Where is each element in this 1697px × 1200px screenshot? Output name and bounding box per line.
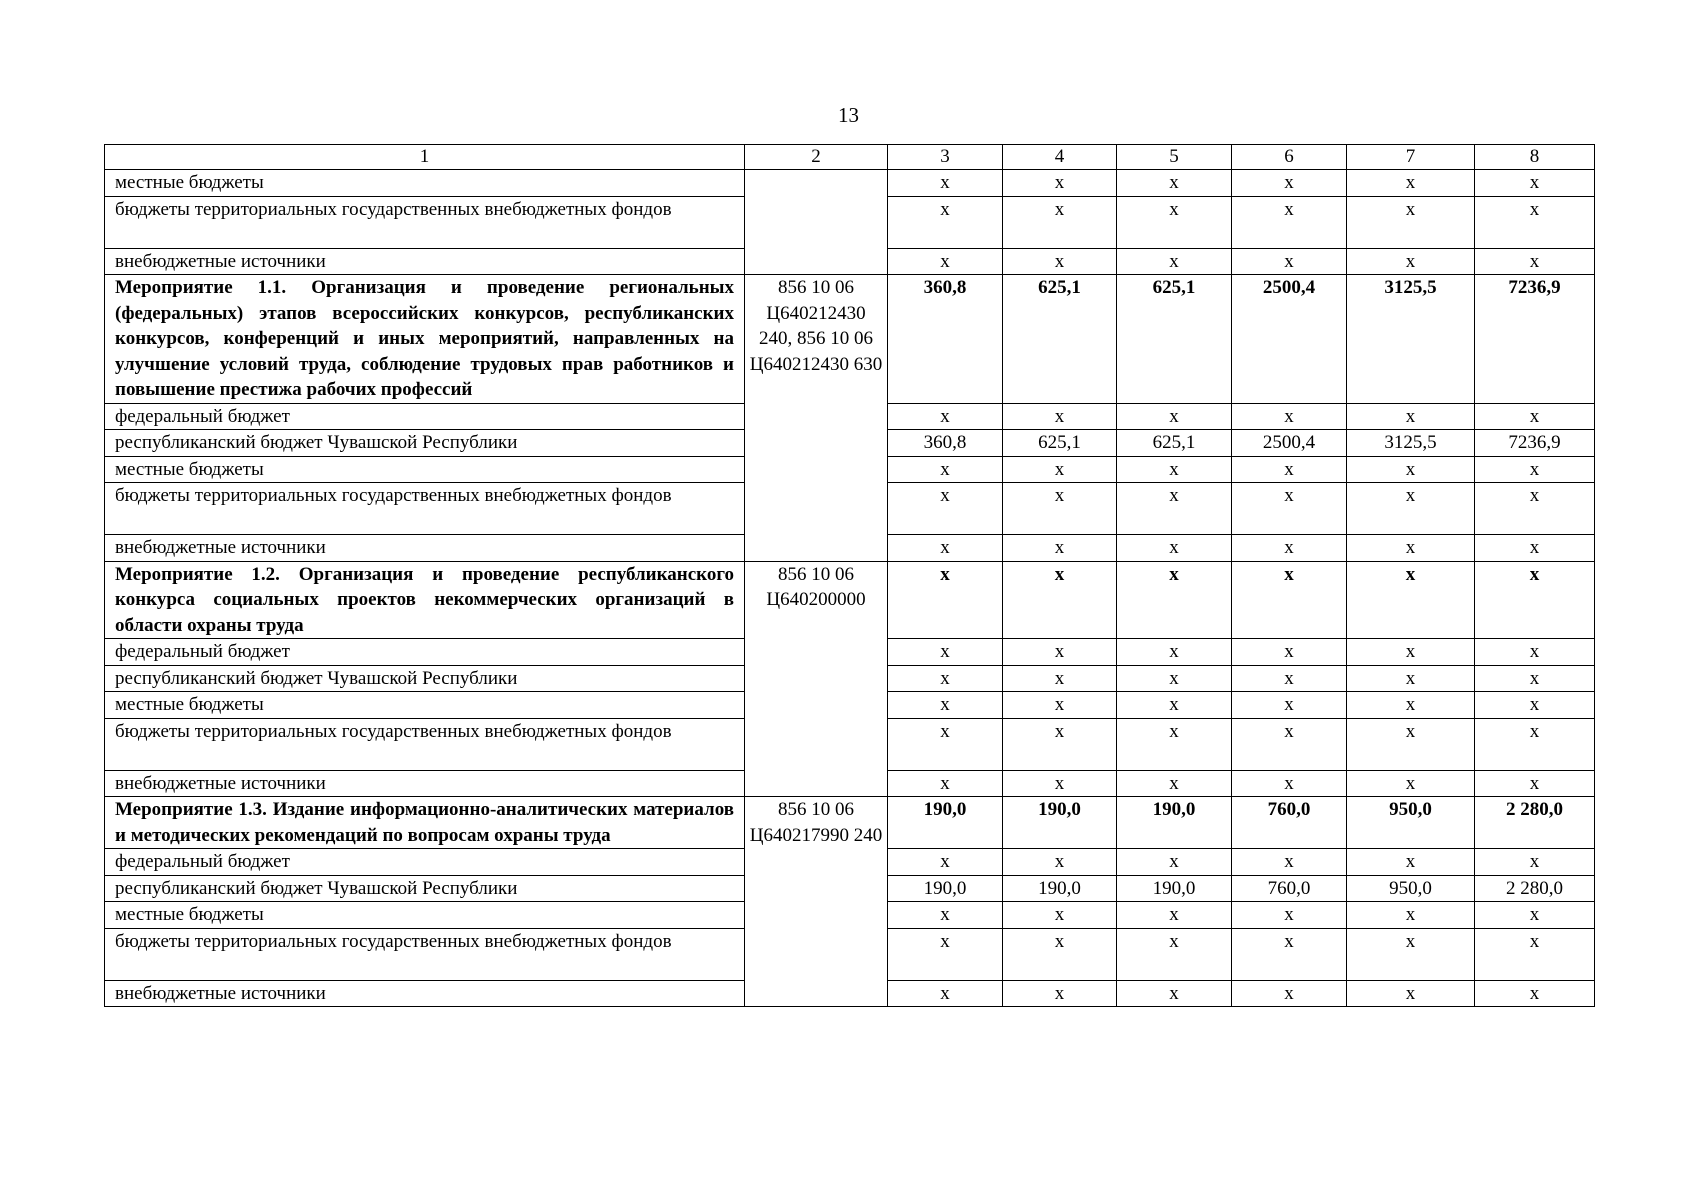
header-cell: 2 xyxy=(745,145,888,170)
value-cell: х xyxy=(1232,639,1347,666)
value-cell: х xyxy=(1232,980,1347,1007)
source-label: внебюджетные источники xyxy=(105,770,745,797)
value-cell: х xyxy=(1347,403,1475,430)
value-cell: х xyxy=(1347,456,1475,483)
source-label: бюджеты территориальных государственных внебюджетных фондов xyxy=(105,196,745,248)
value-cell: х xyxy=(888,196,1003,248)
value-cell: х xyxy=(1347,196,1475,248)
value-cell: х xyxy=(1117,196,1232,248)
value-cell: 3125,5 xyxy=(1347,430,1475,457)
value-cell: х xyxy=(1232,718,1347,770)
value-cell: х xyxy=(888,692,1003,719)
value-cell: х xyxy=(1117,403,1232,430)
value-cell: х xyxy=(1232,928,1347,980)
value-cell: 625,1 xyxy=(1003,430,1117,457)
source-label: республиканский бюджет Чувашской Республики xyxy=(105,430,745,457)
measure-total: 2500,4 xyxy=(1232,275,1347,404)
measure-total: 3125,5 xyxy=(1347,275,1475,404)
source-label: федеральный бюджет xyxy=(105,639,745,666)
measure-title: Мероприятие 1.1. Организация и проведение региональных (федеральных) этапов всероссийских конкурсов, республиканских конкурсов, конференций и иных мероприятий, направленных на улучшение условий труда, соблюдение трудовых прав работников и повышение престижа рабочих профессий xyxy=(105,275,745,404)
value-cell: х xyxy=(1475,718,1595,770)
value-cell: х xyxy=(1475,980,1595,1007)
value-cell: х xyxy=(1117,692,1232,719)
value-cell: х xyxy=(1117,639,1232,666)
value-cell: 625,1 xyxy=(1117,430,1232,457)
value-cell: х xyxy=(1003,665,1117,692)
value-cell: х xyxy=(1232,483,1347,535)
value-cell: х xyxy=(888,248,1003,275)
value-cell: 190,0 xyxy=(888,875,1003,902)
value-cell: х xyxy=(1003,196,1117,248)
value-cell: х xyxy=(1475,692,1595,719)
value-cell: х xyxy=(1117,665,1232,692)
measure-total: 950,0 xyxy=(1347,797,1475,849)
value-cell: х xyxy=(1475,928,1595,980)
value-cell: х xyxy=(1117,980,1232,1007)
value-cell: х xyxy=(1347,980,1475,1007)
value-cell: х xyxy=(1003,403,1117,430)
budget-code: 856 10 06 Ц640200000 xyxy=(745,561,888,797)
value-cell: х xyxy=(1003,692,1117,719)
value-cell: х xyxy=(1347,535,1475,562)
measure-total: 625,1 xyxy=(1003,275,1117,404)
measure-total: 760,0 xyxy=(1232,797,1347,849)
value-cell: х xyxy=(1232,456,1347,483)
value-cell: х xyxy=(1475,170,1595,197)
source-label: бюджеты территориальных государственных внебюджетных фондов xyxy=(105,718,745,770)
header-cell: 5 xyxy=(1117,145,1232,170)
source-label: местные бюджеты xyxy=(105,456,745,483)
value-cell: х xyxy=(1117,170,1232,197)
measure-total: 2 280,0 xyxy=(1475,797,1595,849)
value-cell: х xyxy=(1347,849,1475,876)
value-cell: х xyxy=(1347,248,1475,275)
source-label: республиканский бюджет Чувашской Республики xyxy=(105,665,745,692)
value-cell: х xyxy=(1475,196,1595,248)
value-cell: х xyxy=(888,665,1003,692)
measure-row xyxy=(105,797,1595,849)
source-label: местные бюджеты xyxy=(105,902,745,929)
source-label: бюджеты территориальных государственных внебюджетных фондов xyxy=(105,928,745,980)
value-cell: х xyxy=(888,718,1003,770)
measure-total: х xyxy=(1232,561,1347,639)
value-cell: х xyxy=(1475,248,1595,275)
value-cell: х xyxy=(1232,849,1347,876)
measure-total: х xyxy=(1347,561,1475,639)
measure-total: х xyxy=(888,561,1003,639)
value-cell: 950,0 xyxy=(1347,875,1475,902)
value-cell: х xyxy=(1117,483,1232,535)
value-cell: х xyxy=(1232,196,1347,248)
header-cell: 6 xyxy=(1232,145,1347,170)
measure-title: Мероприятие 1.3. Издание информационно-аналитических материалов и методических рекомендаций по вопросам охраны труда xyxy=(105,797,745,849)
header-cell: 7 xyxy=(1347,145,1475,170)
value-cell: х xyxy=(1232,403,1347,430)
value-cell: 7236,9 xyxy=(1475,430,1595,457)
value-cell: х xyxy=(1003,456,1117,483)
value-cell: х xyxy=(888,483,1003,535)
value-cell: х xyxy=(1003,535,1117,562)
value-cell: х xyxy=(888,928,1003,980)
measure-total: 190,0 xyxy=(1117,797,1232,849)
measure-total: х xyxy=(1475,561,1595,639)
value-cell: х xyxy=(1003,170,1117,197)
header-cell: 3 xyxy=(888,145,1003,170)
value-cell: х xyxy=(1347,692,1475,719)
value-cell: х xyxy=(1117,770,1232,797)
value-cell: х xyxy=(1117,902,1232,929)
value-cell: 2500,4 xyxy=(1232,430,1347,457)
value-cell: х xyxy=(1003,718,1117,770)
value-cell: 760,0 xyxy=(1232,875,1347,902)
value-cell: х xyxy=(1003,849,1117,876)
value-cell: х xyxy=(1003,248,1117,275)
page-number: 13 xyxy=(838,103,859,127)
value-cell: х xyxy=(1232,535,1347,562)
budget-table xyxy=(104,144,1595,1007)
value-cell: х xyxy=(1347,665,1475,692)
value-cell: х xyxy=(1347,902,1475,929)
value-cell: х xyxy=(1003,770,1117,797)
source-label: республиканский бюджет Чувашской Республики xyxy=(105,875,745,902)
value-cell: х xyxy=(1232,665,1347,692)
value-cell: х xyxy=(1347,770,1475,797)
code-cell-empty xyxy=(745,170,888,275)
value-cell: х xyxy=(1475,902,1595,929)
header-cell: 8 xyxy=(1475,145,1595,170)
value-cell: х xyxy=(1117,248,1232,275)
value-cell: х xyxy=(1475,535,1595,562)
measure-row xyxy=(105,561,1595,639)
source-label: бюджеты территориальных государственных внебюджетных фондов xyxy=(105,483,745,535)
value-cell: х xyxy=(1475,403,1595,430)
value-cell: х xyxy=(1003,483,1117,535)
header-cell: 4 xyxy=(1003,145,1117,170)
value-cell: 190,0 xyxy=(1117,875,1232,902)
value-cell: х xyxy=(888,639,1003,666)
value-cell: х xyxy=(1117,928,1232,980)
value-cell: х xyxy=(888,403,1003,430)
value-cell: х xyxy=(888,535,1003,562)
value-cell: х xyxy=(1232,170,1347,197)
value-cell: х xyxy=(1475,849,1595,876)
measure-row xyxy=(105,275,1595,404)
value-cell: х xyxy=(1347,170,1475,197)
value-cell: х xyxy=(888,980,1003,1007)
value-cell: х xyxy=(1003,980,1117,1007)
source-label: федеральный бюджет xyxy=(105,403,745,430)
value-cell: х xyxy=(1347,718,1475,770)
value-cell: х xyxy=(1117,535,1232,562)
value-cell: х xyxy=(1475,665,1595,692)
measure-title: Мероприятие 1.2. Организация и проведение республиканского конкурса социальных проектов некоммерческих организаций в области охраны труда xyxy=(105,561,745,639)
value-cell: 360,8 xyxy=(888,430,1003,457)
value-cell: х xyxy=(1117,718,1232,770)
measure-total: 360,8 xyxy=(888,275,1003,404)
measure-total: 190,0 xyxy=(888,797,1003,849)
value-cell: х xyxy=(888,170,1003,197)
table-row xyxy=(105,170,1595,197)
value-cell: х xyxy=(888,849,1003,876)
budget-code: 856 10 06 Ц640217990 240 xyxy=(745,797,888,1007)
measure-total: 625,1 xyxy=(1117,275,1232,404)
value-cell: х xyxy=(1117,849,1232,876)
source-label: внебюджетные источники xyxy=(105,535,745,562)
measure-total: х xyxy=(1117,561,1232,639)
value-cell: 2 280,0 xyxy=(1475,875,1595,902)
value-cell: х xyxy=(1347,928,1475,980)
value-cell: х xyxy=(888,902,1003,929)
value-cell: х xyxy=(1003,639,1117,666)
value-cell: х xyxy=(888,456,1003,483)
value-cell: х xyxy=(1003,928,1117,980)
value-cell: х xyxy=(1475,483,1595,535)
value-cell: х xyxy=(1347,483,1475,535)
header-cell: 1 xyxy=(105,145,745,170)
value-cell: 190,0 xyxy=(1003,875,1117,902)
source-label: местные бюджеты xyxy=(105,170,745,197)
value-cell: х xyxy=(1232,770,1347,797)
value-cell: х xyxy=(1117,456,1232,483)
header-row xyxy=(105,145,1595,170)
value-cell: х xyxy=(1347,639,1475,666)
measure-total: 7236,9 xyxy=(1475,275,1595,404)
value-cell: х xyxy=(1003,902,1117,929)
source-label: местные бюджеты xyxy=(105,692,745,719)
value-cell: х xyxy=(1232,248,1347,275)
value-cell: х xyxy=(1475,770,1595,797)
source-label: внебюджетные источники xyxy=(105,248,745,275)
source-label: федеральный бюджет xyxy=(105,849,745,876)
value-cell: х xyxy=(1232,902,1347,929)
source-label: внебюджетные источники xyxy=(105,980,745,1007)
budget-code: 856 10 06 Ц640212430 240, 856 10 06 Ц640212430 630 xyxy=(745,275,888,562)
measure-total: 190,0 xyxy=(1003,797,1117,849)
value-cell: х xyxy=(1475,456,1595,483)
value-cell: х xyxy=(1475,639,1595,666)
value-cell: х xyxy=(1232,692,1347,719)
measure-total: х xyxy=(1003,561,1117,639)
value-cell: х xyxy=(888,770,1003,797)
